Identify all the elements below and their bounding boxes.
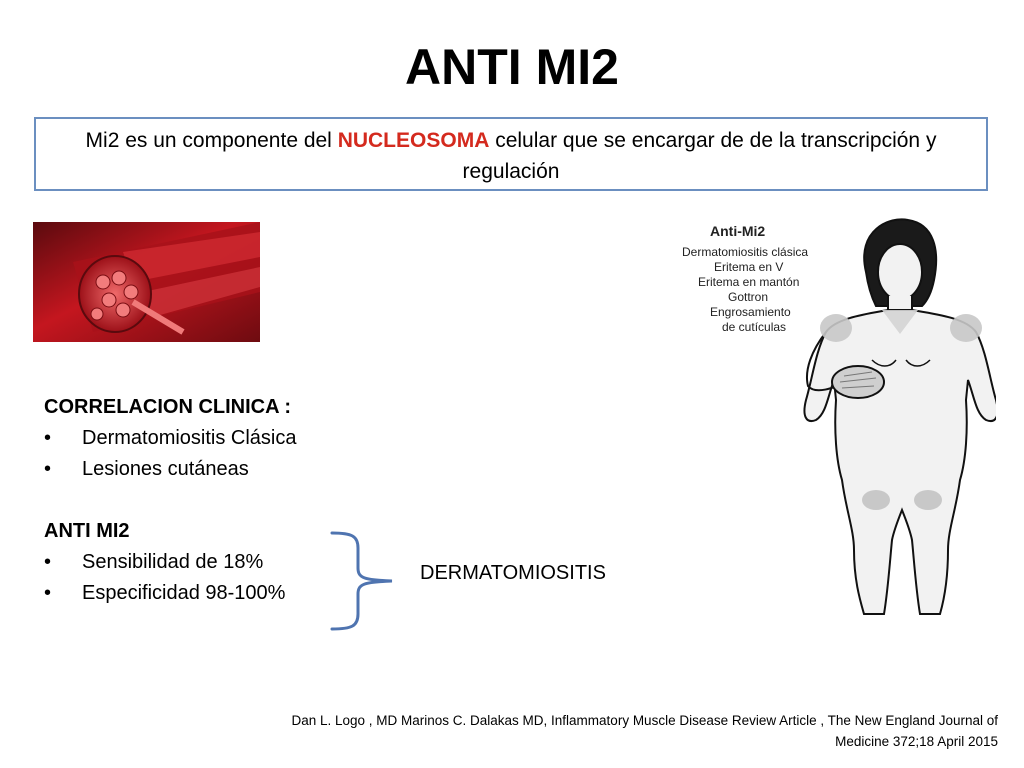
clinical-list bbox=[44, 423, 297, 485]
conclusion-label: DERMATOMIOSITIS bbox=[420, 562, 606, 584]
definition-text-end: celular que se encargar de de la transcripción y regulación bbox=[462, 129, 937, 183]
antibody-item bbox=[44, 547, 297, 578]
figure-line: Eritema en mantón bbox=[698, 275, 800, 289]
bullet: • bbox=[44, 582, 52, 604]
antibody-list bbox=[44, 547, 297, 609]
clinical-item bbox=[44, 454, 297, 485]
antibody-heading: ANTI MI2 bbox=[44, 520, 130, 542]
bullet: • bbox=[44, 551, 52, 573]
muscle-fiber-image bbox=[33, 222, 260, 342]
figure-title: Anti-Mi2 bbox=[710, 223, 766, 239]
figure-line: Eritema en V bbox=[714, 260, 784, 274]
reference-line: Medicine 372;18 April 2015 bbox=[835, 734, 998, 749]
antibody-item-text: Sensibilidad de 18% bbox=[82, 551, 264, 573]
antibody-item bbox=[44, 578, 297, 609]
shoulder-lesion-right bbox=[950, 314, 982, 342]
clinical-heading: CORRELACION CLINICA : bbox=[44, 396, 292, 418]
antibody-item-text: Especificidad 98-100% bbox=[82, 582, 286, 604]
knee-lesion-right bbox=[914, 490, 942, 510]
clinical-item bbox=[44, 423, 297, 454]
curly-brace-icon bbox=[330, 530, 400, 632]
figure-line: Dermatomiositis clásica bbox=[682, 245, 809, 259]
figure-line: Engrosamiento bbox=[710, 305, 791, 319]
human-silhouette bbox=[804, 219, 996, 614]
slide-title: ANTI MI2 bbox=[405, 39, 619, 95]
bullet: • bbox=[44, 458, 52, 480]
clinical-section bbox=[44, 392, 297, 609]
body-diagram bbox=[676, 210, 996, 624]
knee-lesion-left bbox=[862, 490, 890, 510]
reference-line: Dan L. Logo , MD Marinos C. Dalakas MD, Inflammatory Muscle Disease Review Article , The New England Journal of bbox=[291, 713, 998, 728]
shoulder-lesion-left bbox=[820, 314, 852, 342]
clinical-item-text: Dermatomiositis Clásica bbox=[82, 427, 297, 449]
hand-lesion bbox=[832, 366, 884, 398]
definition-highlight: NUCLEOSOMA bbox=[337, 129, 490, 152]
bullet: • bbox=[44, 427, 52, 449]
clinical-item-text: Lesiones cutáneas bbox=[82, 458, 249, 480]
definition-box bbox=[34, 117, 988, 191]
figure-line: Gottron bbox=[728, 290, 769, 304]
definition-text-start: Mi2 es un componente del bbox=[85, 129, 338, 152]
figure-line: de cutículas bbox=[722, 320, 787, 334]
reference-citation bbox=[98, 710, 998, 752]
